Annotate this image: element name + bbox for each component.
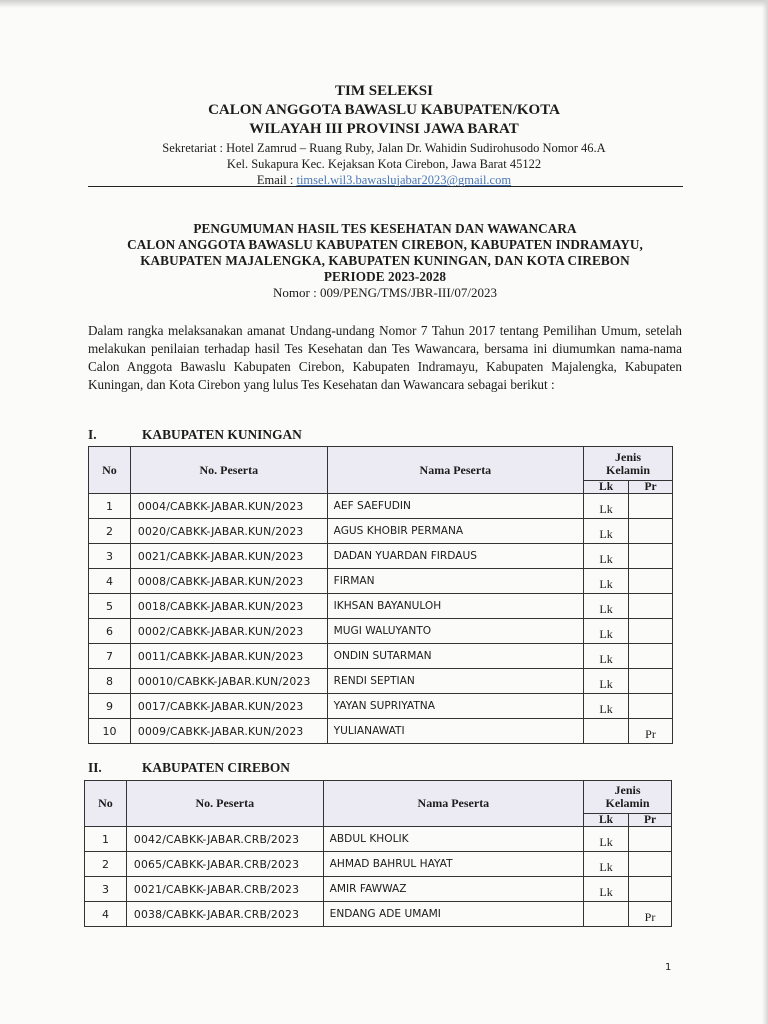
participants-table-kuningan (88, 446, 673, 744)
gender-pr (629, 852, 672, 877)
row-number: 7 (89, 644, 131, 669)
gender-lk (584, 902, 629, 927)
participant-name: MUGI WALUYANTO (327, 619, 583, 644)
participant-name: AEF SAEFUDIN (327, 494, 583, 519)
participant-name: ONDIN SUTARMAN (327, 644, 583, 669)
letterhead-divider (88, 186, 683, 187)
table-row (89, 669, 673, 694)
table-row (89, 694, 673, 719)
announcement-title-1: PENGUMUMAN HASIL TES KESEHATAN DAN WAWANCARA (193, 221, 577, 236)
header-jenis: Jenis (615, 449, 642, 464)
participant-name: FIRMAN (327, 569, 583, 594)
participant-name: ABDUL KHOLIK (323, 827, 583, 852)
gender-lk: Lk (584, 827, 629, 852)
header-jenis-kelamin (584, 781, 672, 814)
table-row (85, 902, 672, 927)
participant-number: 0065/CABKK-JABAR.CRB/2023 (126, 852, 323, 877)
gender-pr (629, 594, 673, 619)
row-number: 9 (89, 694, 131, 719)
gender-lk: Lk (584, 644, 629, 669)
table-row (85, 827, 672, 852)
participant-name: IKHSAN BAYANULOH (327, 594, 583, 619)
gender-lk: Lk (584, 494, 629, 519)
gender-pr (629, 494, 673, 519)
announcement-title-2: CALON ANGGOTA BAWASLU KABUPATEN CIREBON, KABUPATEN INDRAMAYU, (127, 237, 643, 252)
header-nama-peserta: Nama Peserta (323, 781, 583, 827)
section-1-numeral: I. (88, 427, 97, 442)
participant-number: 0017/CABKK-JABAR.KUN/2023 (130, 694, 327, 719)
table-row (89, 619, 673, 644)
header-lk: Lk (584, 814, 629, 827)
row-number: 3 (89, 544, 131, 569)
header-pr: Pr (629, 814, 672, 827)
gender-pr (629, 827, 672, 852)
participant-name: DADAN YUARDAN FIRDAUS (327, 544, 583, 569)
gender-lk: Lk (584, 852, 629, 877)
header-no: No (89, 447, 131, 494)
letterhead-address-1: Sekretariat : Hotel Zamrud – Ruang Ruby, Jalan Dr. Wahidin Sudirohusodo Nomor 46.A (162, 141, 606, 155)
letterhead-line-3: WILAYAH III PROVINSI JAWA BARAT (249, 121, 519, 137)
gender-pr: Pr (629, 902, 672, 927)
gender-lk: Lk (584, 619, 629, 644)
letterhead-line-1: TIM SELEKSI (335, 83, 433, 99)
row-number: 3 (85, 877, 127, 902)
announcement-heading (70, 221, 700, 301)
letterhead-line-2: CALON ANGGOTA BAWASLU KABUPATEN/KOTA (208, 102, 560, 118)
participant-name: AGUS KHOBIR PERMANA (327, 519, 583, 544)
gender-pr (629, 644, 673, 669)
participant-number: 0004/CABKK-JABAR.KUN/2023 (130, 494, 327, 519)
participant-number: 0042/CABKK-JABAR.CRB/2023 (126, 827, 323, 852)
table-row (85, 877, 672, 902)
participant-number: 0011/CABKK-JABAR.KUN/2023 (130, 644, 327, 669)
letterhead-address-2: Kel. Sukapura Kec. Kejaksan Kota Cirebon, Jawa Barat 45122 (226, 157, 542, 171)
header-nama-peserta: Nama Peserta (327, 447, 583, 494)
gender-lk: Lk (584, 569, 629, 594)
table-row (89, 519, 673, 544)
header-pr: Pr (629, 481, 673, 494)
table-row (89, 719, 673, 744)
participant-number: 0002/CABKK-JABAR.KUN/2023 (130, 619, 327, 644)
announcement-title-3: KABUPATEN MAJALENGKA, KABUPATEN KUNINGAN, DAN KOTA CIREBON (140, 253, 630, 268)
gender-pr (629, 569, 673, 594)
row-number: 1 (85, 827, 127, 852)
table-row (89, 544, 673, 569)
participant-number: 00010/CABKK-JABAR.KUN/2023 (130, 669, 327, 694)
header-jenis: Jenis (614, 783, 641, 797)
row-number: 2 (85, 852, 127, 877)
participant-number: 0021/CABKK-JABAR.CRB/2023 (126, 877, 323, 902)
intro-paragraph: Dalam rangka melaksanakan amanat Undang-undang Nomor 7 Tahun 2017 tentang Pemilihan Umum, setelah melakukan penilaian terhadap hasil Tes Kesehatan dan Tes Wawancara, bersama ini diumumkan nama-nama Calon Anggota Bawaslu Kabupaten Cirebon, Kabupaten Indramayu, Kabupaten Majalengka, Kabupaten Kuningan, dan Kota Cirebon yang lulus Tes Kesehatan dan Wawancara sebagai berikut : (88, 323, 682, 392)
participant-name: AMIR FAWWAZ (323, 877, 583, 902)
table-row (89, 494, 673, 519)
participant-name: YAYAN SUPRIYATNA (327, 694, 583, 719)
row-number: 4 (85, 902, 127, 927)
section-2-numeral: II. (88, 760, 102, 775)
participant-number: 0009/CABKK-JABAR.KUN/2023 (130, 719, 327, 744)
header-kelamin: Kelamin (606, 462, 651, 477)
email-label: Email : (256, 173, 297, 187)
participant-number: 0008/CABKK-JABAR.KUN/2023 (130, 569, 327, 594)
row-number: 8 (89, 669, 131, 694)
participant-name: ENDANG ADE UMAMI (323, 902, 583, 927)
gender-lk: Lk (584, 694, 629, 719)
gender-pr (629, 619, 673, 644)
gender-lk: Lk (584, 594, 629, 619)
row-number: 1 (89, 494, 131, 519)
table-row (89, 644, 673, 669)
gender-lk: Lk (584, 669, 629, 694)
participant-number: 0021/CABKK-JABAR.KUN/2023 (130, 544, 327, 569)
header-jenis-kelamin (584, 447, 673, 481)
section-2-title: KABUPATEN CIREBON (142, 760, 290, 775)
gender-pr (629, 669, 673, 694)
section-1-title: KABUPATEN KUNINGAN (142, 427, 302, 442)
row-number: 10 (89, 719, 131, 744)
gender-lk (584, 719, 629, 744)
participant-number: 0038/CABKK-JABAR.CRB/2023 (126, 902, 323, 927)
table-row (89, 569, 673, 594)
header-no: No (85, 781, 127, 827)
row-number: 5 (89, 594, 131, 619)
row-number: 6 (89, 619, 131, 644)
email-link[interactable]: timsel.wil3.bawaslujabar2023@gmail.com (296, 173, 512, 187)
participant-name: AHMAD BAHRUL HAYAT (323, 852, 583, 877)
header-kelamin: Kelamin (605, 796, 650, 810)
gender-pr: Pr (629, 719, 673, 744)
participant-number: 0020/CABKK-JABAR.KUN/2023 (130, 519, 327, 544)
letterhead (0, 82, 768, 188)
header-no-peserta: No. Peserta (126, 781, 323, 827)
participant-name: RENDI SEPTIAN (327, 669, 583, 694)
gender-lk: Lk (584, 519, 629, 544)
participant-name: YULIANAWATI (327, 719, 583, 744)
table-row (85, 852, 672, 877)
header-lk: Lk (584, 481, 629, 494)
row-number: 4 (89, 569, 131, 594)
announcement-number: Nomor : 009/PENG/TMS/JBR-III/07/2023 (273, 285, 497, 300)
gender-lk: Lk (584, 544, 629, 569)
gender-pr (629, 544, 673, 569)
gender-lk: Lk (584, 877, 629, 902)
row-number: 2 (89, 519, 131, 544)
table-row (89, 594, 673, 619)
gender-pr (629, 519, 673, 544)
gender-pr (629, 694, 673, 719)
page-number: 1 (665, 962, 672, 973)
gender-pr (629, 877, 672, 902)
participant-number: 0018/CABKK-JABAR.KUN/2023 (130, 594, 327, 619)
scan-edge-shadow (0, 0, 768, 8)
participants-table-cirebon (84, 780, 672, 927)
announcement-title-4: PERIODE 2023-2028 (323, 269, 447, 284)
header-no-peserta: No. Peserta (130, 447, 327, 494)
